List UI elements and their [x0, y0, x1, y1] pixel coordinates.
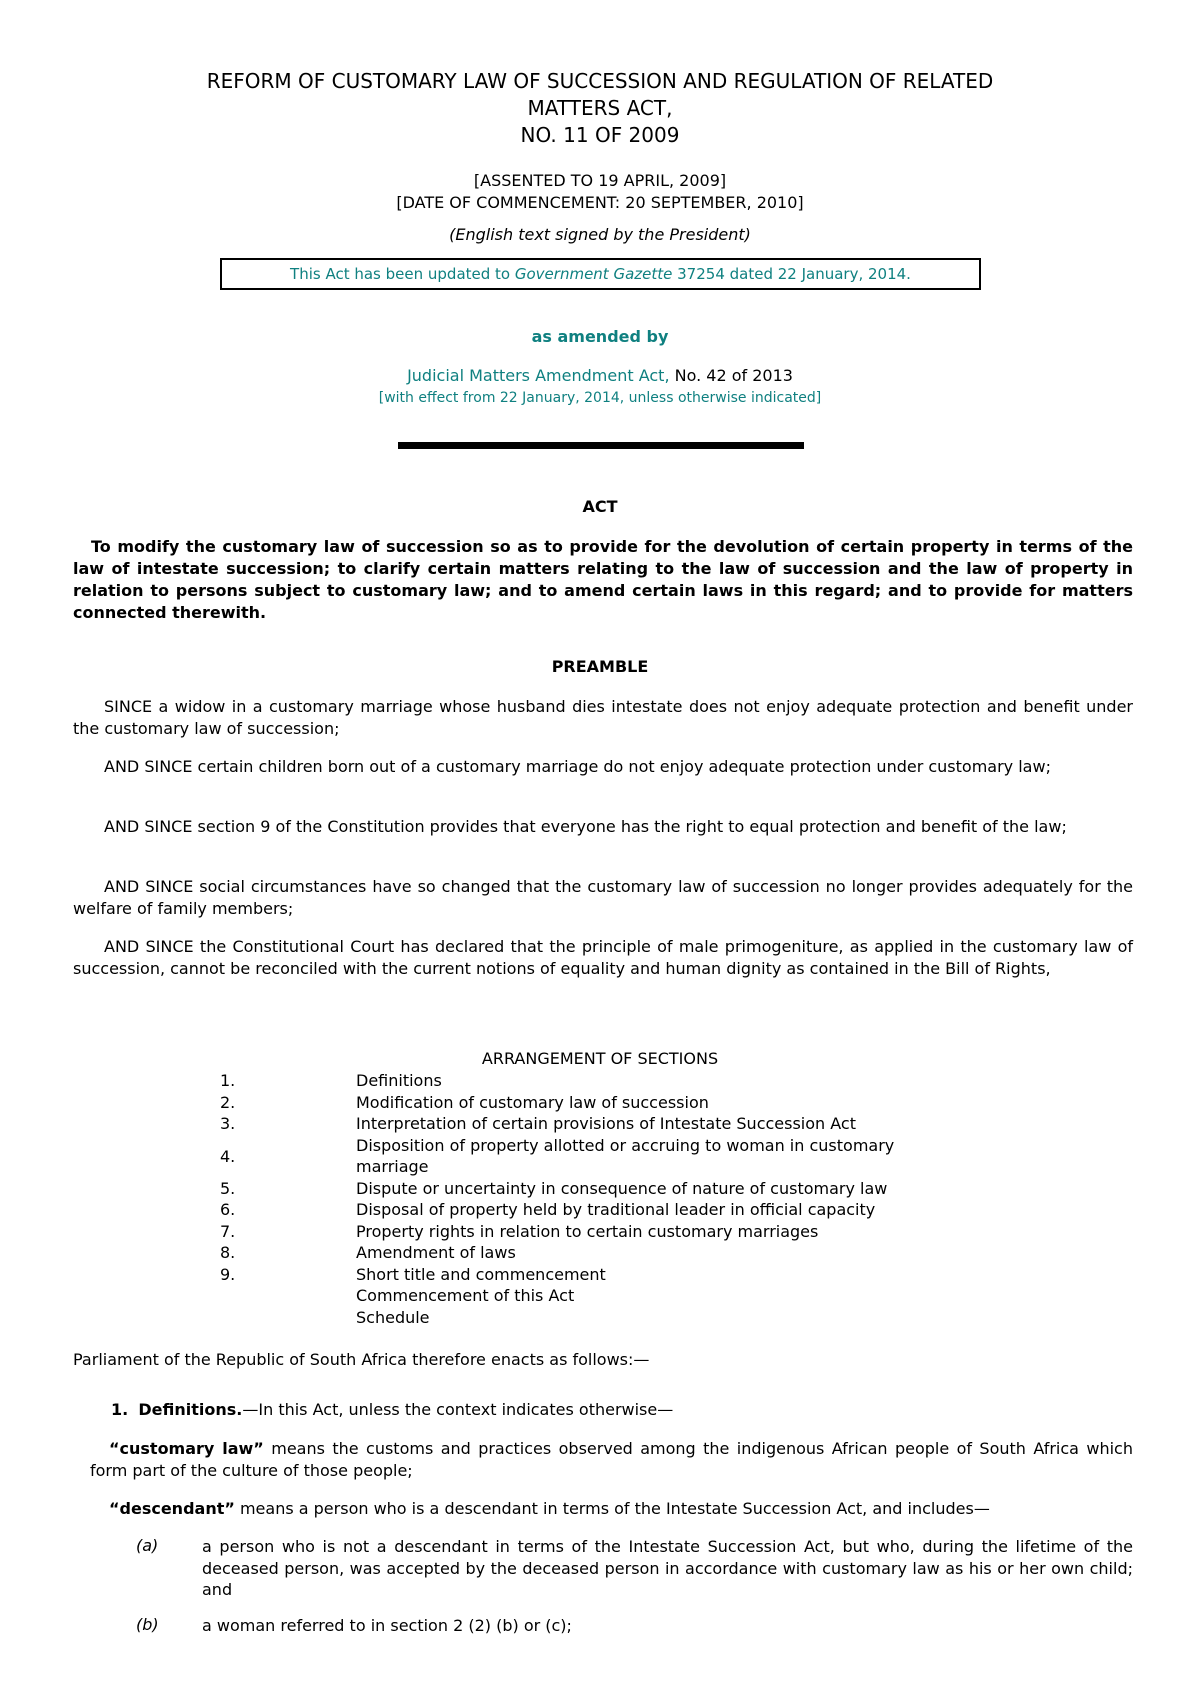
commencement-date: [DATE OF COMMENCEMENT: 20 SEPTEMBER, 2010]	[396, 193, 804, 212]
arrangement-number: 4.	[220, 1146, 236, 1166]
assent-block	[0, 170, 1200, 214]
preamble-paragraph: SINCE a widow in a customary marriage whose husband dies intestate does not enjoy adequate protection and benefit under the customary law of succession;	[73, 697, 1133, 738]
update-suffix: 37254 dated 22 January, 2014.	[672, 265, 911, 283]
amending-act-link[interactable]: Judicial Matters Amendment Act,	[407, 366, 670, 385]
arrangement-item[interactable]	[0, 1092, 1200, 1114]
preamble-paragraph: AND SINCE certain children born out of a customary marriage do not enjoy adequate protection under customary law;	[104, 757, 1051, 776]
amendment-effect: [with effect from 22 January, 2014, unless otherwise indicated]	[378, 390, 822, 406]
arrangement-text: Amendment of laws	[356, 1243, 516, 1262]
definition-item-text: a person who is not a descendant in terms of the Intestate Succession Act, but who, during the lifetime of the deceased person, was accepted by the deceased person in accordance with customary law as his or her own child; and	[202, 1537, 1133, 1599]
definition-text: means the customs and practices observed among the indigenous African people of South Africa which form part of the culture of those people;	[90, 1439, 1133, 1480]
arrangement-text: Modification of customary law of succession	[356, 1092, 709, 1112]
section-intro: —In this Act, unless the context indicates otherwise—	[242, 1400, 674, 1419]
arrangement-text: Interpretation of certain provisions of Intestate Succession Act	[356, 1114, 856, 1133]
amending-act-number: No. 42 of 2013	[669, 366, 793, 385]
arrangement-number: 6.	[220, 1200, 236, 1219]
update-prefix: This Act has been updated to	[290, 265, 515, 283]
title-line-3: NO. 11 OF 2009	[520, 123, 680, 147]
preamble-heading: PREAMBLE	[551, 657, 649, 676]
preamble-paragraph: AND SINCE the Constitutional Court has declared that the principle of male primogeniture, as applied in the customary law of succession, cannot be reconciled with the current notions of equality and human dignity as contained in the Bill of Rights,	[73, 937, 1133, 978]
definition-item-text: a woman referred to in section 2 (2) (b) or (c);	[202, 1616, 572, 1635]
update-notice-box	[220, 258, 981, 290]
preamble-paragraph: AND SINCE section 9 of the Constitution provides that everyone has the right to equal protection and benefit of the law;	[104, 817, 1067, 836]
arrangement-text: Disposition of property allotted or accruing to woman in customary marriage	[356, 1135, 895, 1176]
arrangement-text: Property rights in relation to certain customary marriages	[356, 1221, 819, 1241]
arrangement-item[interactable]	[0, 1113, 1200, 1135]
enacting-clause: Parliament of the Republic of South Africa therefore enacts as follows:—	[73, 1350, 650, 1369]
arrangement-item[interactable]	[0, 1264, 1200, 1286]
arrangement-item[interactable]	[0, 1221, 1200, 1243]
arrangement-number: 1.	[220, 1071, 236, 1090]
act-label: ACT	[582, 497, 618, 516]
arrangement-heading: ARRANGEMENT OF SECTIONS	[481, 1049, 719, 1068]
arrangement-text: Disposal of property held by traditional leader in official capacity	[356, 1200, 876, 1219]
arrangement-number: 8.	[220, 1243, 236, 1262]
definition-customary-law	[90, 1438, 1133, 1482]
arrangement-item[interactable]	[0, 1307, 1200, 1329]
arrangement-number: 9.	[220, 1264, 236, 1284]
arrangement-text: Commencement of this Act	[356, 1286, 575, 1305]
arrangement-text: Short title and commencement	[356, 1264, 606, 1284]
assented-date: [ASSENTED TO 19 APRIL, 2009]	[473, 171, 727, 190]
section-1-heading	[111, 1399, 673, 1421]
definition-text: means a person who is a descendant in terms of the Intestate Succession Act, and includes—	[234, 1499, 990, 1518]
definition-descendant	[90, 1498, 1133, 1520]
act-title	[0, 68, 1200, 149]
amended-by-heading: as amended by	[531, 327, 669, 346]
arrangement-text: Dispute or uncertainty in consequence of nature of customary law	[356, 1178, 888, 1198]
definition-term: “customary law”	[109, 1439, 264, 1458]
arrangement-number: 2.	[220, 1092, 236, 1112]
arrangement-item[interactable]	[0, 1178, 1200, 1200]
title-line-2: MATTERS ACT,	[527, 96, 673, 120]
definition-item-label: (b)	[136, 1615, 159, 1634]
arrangement-item[interactable]	[0, 1199, 1200, 1221]
arrangement-list	[0, 1070, 1200, 1328]
arrangement-number: 5.	[220, 1178, 236, 1198]
section-title: Definitions.	[138, 1400, 243, 1419]
arrangement-item[interactable]	[0, 1285, 1200, 1307]
divider-rule	[398, 442, 804, 449]
arrangement-item[interactable]	[0, 1135, 1200, 1178]
arrangement-number: 7.	[220, 1221, 236, 1241]
arrangement-item[interactable]	[0, 1070, 1200, 1092]
title-line-1: REFORM OF CUSTOMARY LAW OF SUCCESSION AND REGULATION OF RELATED	[206, 69, 994, 93]
long-title: To modify the customary law of succession so as to provide for the devolution of certain property in terms of the law of intestate succession; to clarify certain matters relating to the law of succession and the law of property in relation to persons subject to customary law; and to amend certain laws in this regard; and to provide for matters connected therewith.	[73, 537, 1133, 622]
definition-term: “descendant”	[109, 1499, 235, 1518]
arrangement-text: Schedule	[356, 1307, 430, 1327]
preamble-paragraph: AND SINCE social circumstances have so changed that the customary law of succession no longer provides adequately for the welfare of family members;	[73, 877, 1133, 918]
arrangement-item[interactable]	[0, 1242, 1200, 1264]
signed-note: (English text signed by the President)	[449, 225, 751, 244]
arrangement-number: 3.	[220, 1114, 236, 1133]
arrangement-text: Definitions	[356, 1071, 442, 1090]
definition-item-label: (a)	[136, 1536, 159, 1555]
amending-act	[0, 366, 1200, 385]
section-number: 1.	[111, 1400, 129, 1419]
gazette-name: Government Gazette	[514, 265, 673, 283]
